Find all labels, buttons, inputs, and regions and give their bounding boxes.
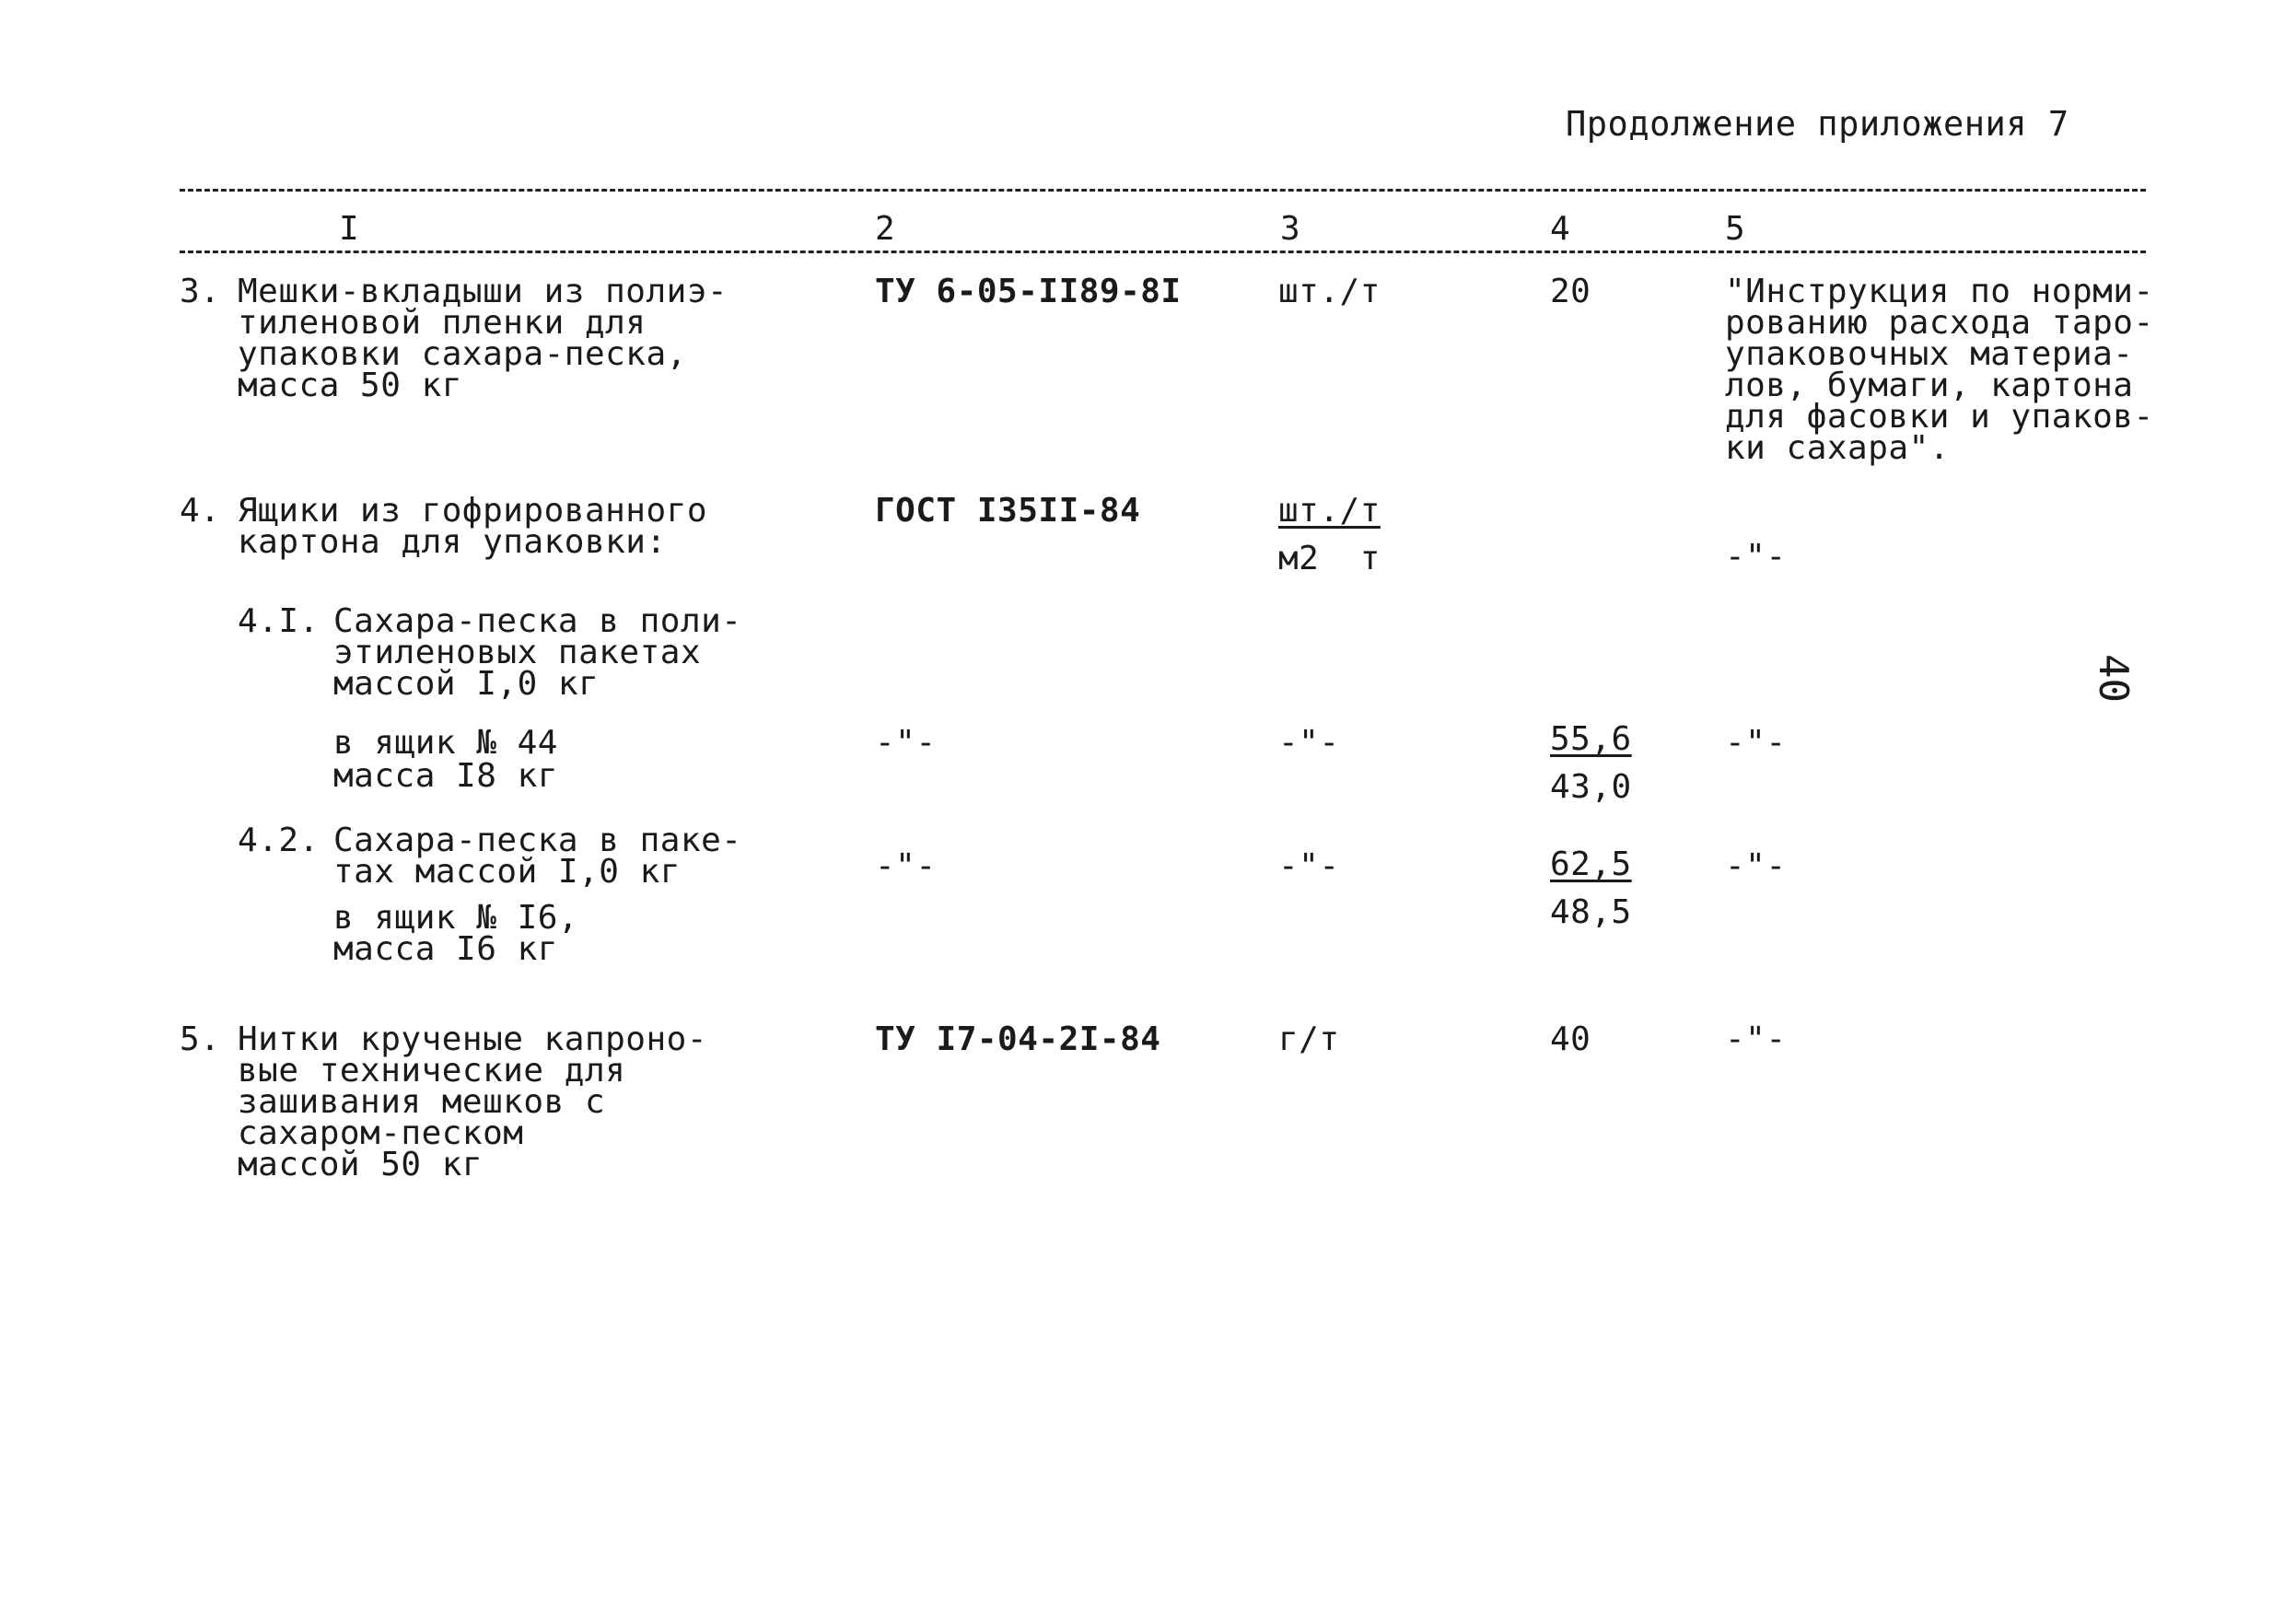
- row-4-2-box-line: масса I6 кг: [333, 930, 558, 968]
- row-5-name-line: вые технические для: [238, 1052, 626, 1090]
- row-4-2-norm-top: 62,5: [1550, 845, 1632, 883]
- row-5-name-line: Нитки крученые капроно-: [238, 1020, 707, 1058]
- row-4-name-line: картона для упаковки:: [238, 523, 667, 561]
- column-header-4: 4: [1550, 210, 1571, 248]
- row-4-source: -"-: [1725, 538, 1787, 576]
- row-4-1-source: -"-: [1725, 724, 1787, 762]
- row-5-unit: г/т: [1278, 1020, 1340, 1058]
- row-4-name-line: Ящики из гофрированного: [238, 492, 707, 530]
- row-4-unit-top: шт./т: [1278, 492, 1381, 530]
- row-4-2-source: -"-: [1725, 847, 1787, 885]
- row-3-name-line: Мешки-вкладыши из полиэ-: [238, 273, 728, 310]
- column-header-1: I: [339, 210, 360, 248]
- row-4-2-box-line: в ящик № I6,: [333, 899, 579, 937]
- row-3-name-line: масса 50 кг: [238, 367, 462, 404]
- row-4-2-name-line: тах массой I,0 кг: [333, 853, 681, 891]
- row-3-source-line: для фасовки и упаков-: [1725, 398, 2154, 436]
- page-number: 40: [2090, 654, 2137, 703]
- row-4-1-name-line: этиленовых пакетах: [333, 634, 702, 671]
- row-4-document: ГОСТ I35II-84: [875, 492, 1141, 530]
- row-4-unit-bottom: м2 т: [1278, 540, 1381, 577]
- row-4-2-norm-bottom: 48,5: [1550, 893, 1632, 931]
- row-5-name-line: зашивания мешков с: [238, 1083, 606, 1121]
- row-4-2-number: 4.2.: [238, 822, 320, 859]
- row-4-1-name-line: массой I,0 кг: [333, 665, 600, 703]
- row-4-2-name-line: Сахара-песка в паке-: [333, 822, 742, 859]
- row-3-source-line: ки сахара".: [1725, 429, 1950, 467]
- table-top-rule: [180, 189, 2146, 192]
- row-4-1-number: 4.I.: [238, 602, 320, 640]
- row-4-1-unit: -"-: [1278, 724, 1340, 762]
- row-4-1-box-line: масса I8 кг: [333, 757, 558, 795]
- row-3-source-line: лов, бумаги, картона: [1725, 367, 2134, 404]
- row-5-number: 5.: [180, 1020, 221, 1058]
- row-3-name-line: упаковки сахара-песка,: [238, 335, 687, 373]
- row-3-document: ТУ 6-05-II89-8I: [875, 273, 1182, 310]
- continuation-header: Продолжение приложения 7: [1566, 104, 2069, 144]
- row-3-source-line: рованию расхода таро-: [1725, 304, 2154, 342]
- row-5-source: -"-: [1725, 1020, 1787, 1058]
- row-4-1-document: -"-: [875, 724, 937, 762]
- column-header-3: 3: [1280, 210, 1301, 248]
- row-3-unit: шт./т: [1278, 273, 1381, 310]
- row-5-document: ТУ I7-04-2I-84: [875, 1020, 1161, 1058]
- row-5-norm: 40: [1550, 1020, 1591, 1058]
- row-4-1-norm-bottom: 43,0: [1550, 768, 1632, 806]
- column-header-2: 2: [875, 210, 896, 248]
- row-4-1-name-line: Сахара-песка в поли-: [333, 602, 742, 640]
- row-4-2-unit: -"-: [1278, 847, 1340, 885]
- row-4-2-document: -"-: [875, 847, 937, 885]
- row-3-source-line: "Инструкция по норми-: [1725, 273, 2154, 310]
- row-4-1-norm-top: 55,6: [1550, 720, 1632, 758]
- row-5-name-line: массой 50 кг: [238, 1146, 484, 1183]
- table-header-rule: [180, 251, 2146, 253]
- row-5-name-line: сахаром-песком: [238, 1114, 524, 1152]
- row-3-number: 3.: [180, 273, 221, 310]
- column-header-5: 5: [1725, 210, 1746, 248]
- row-4-1-box-line: в ящик № 44: [333, 724, 558, 762]
- row-4-number: 4.: [180, 492, 221, 530]
- row-3-name-line: тиленовой пленки для: [238, 304, 647, 342]
- row-3-source-line: упаковочных материа-: [1725, 335, 2134, 373]
- row-3-norm: 20: [1550, 273, 1591, 310]
